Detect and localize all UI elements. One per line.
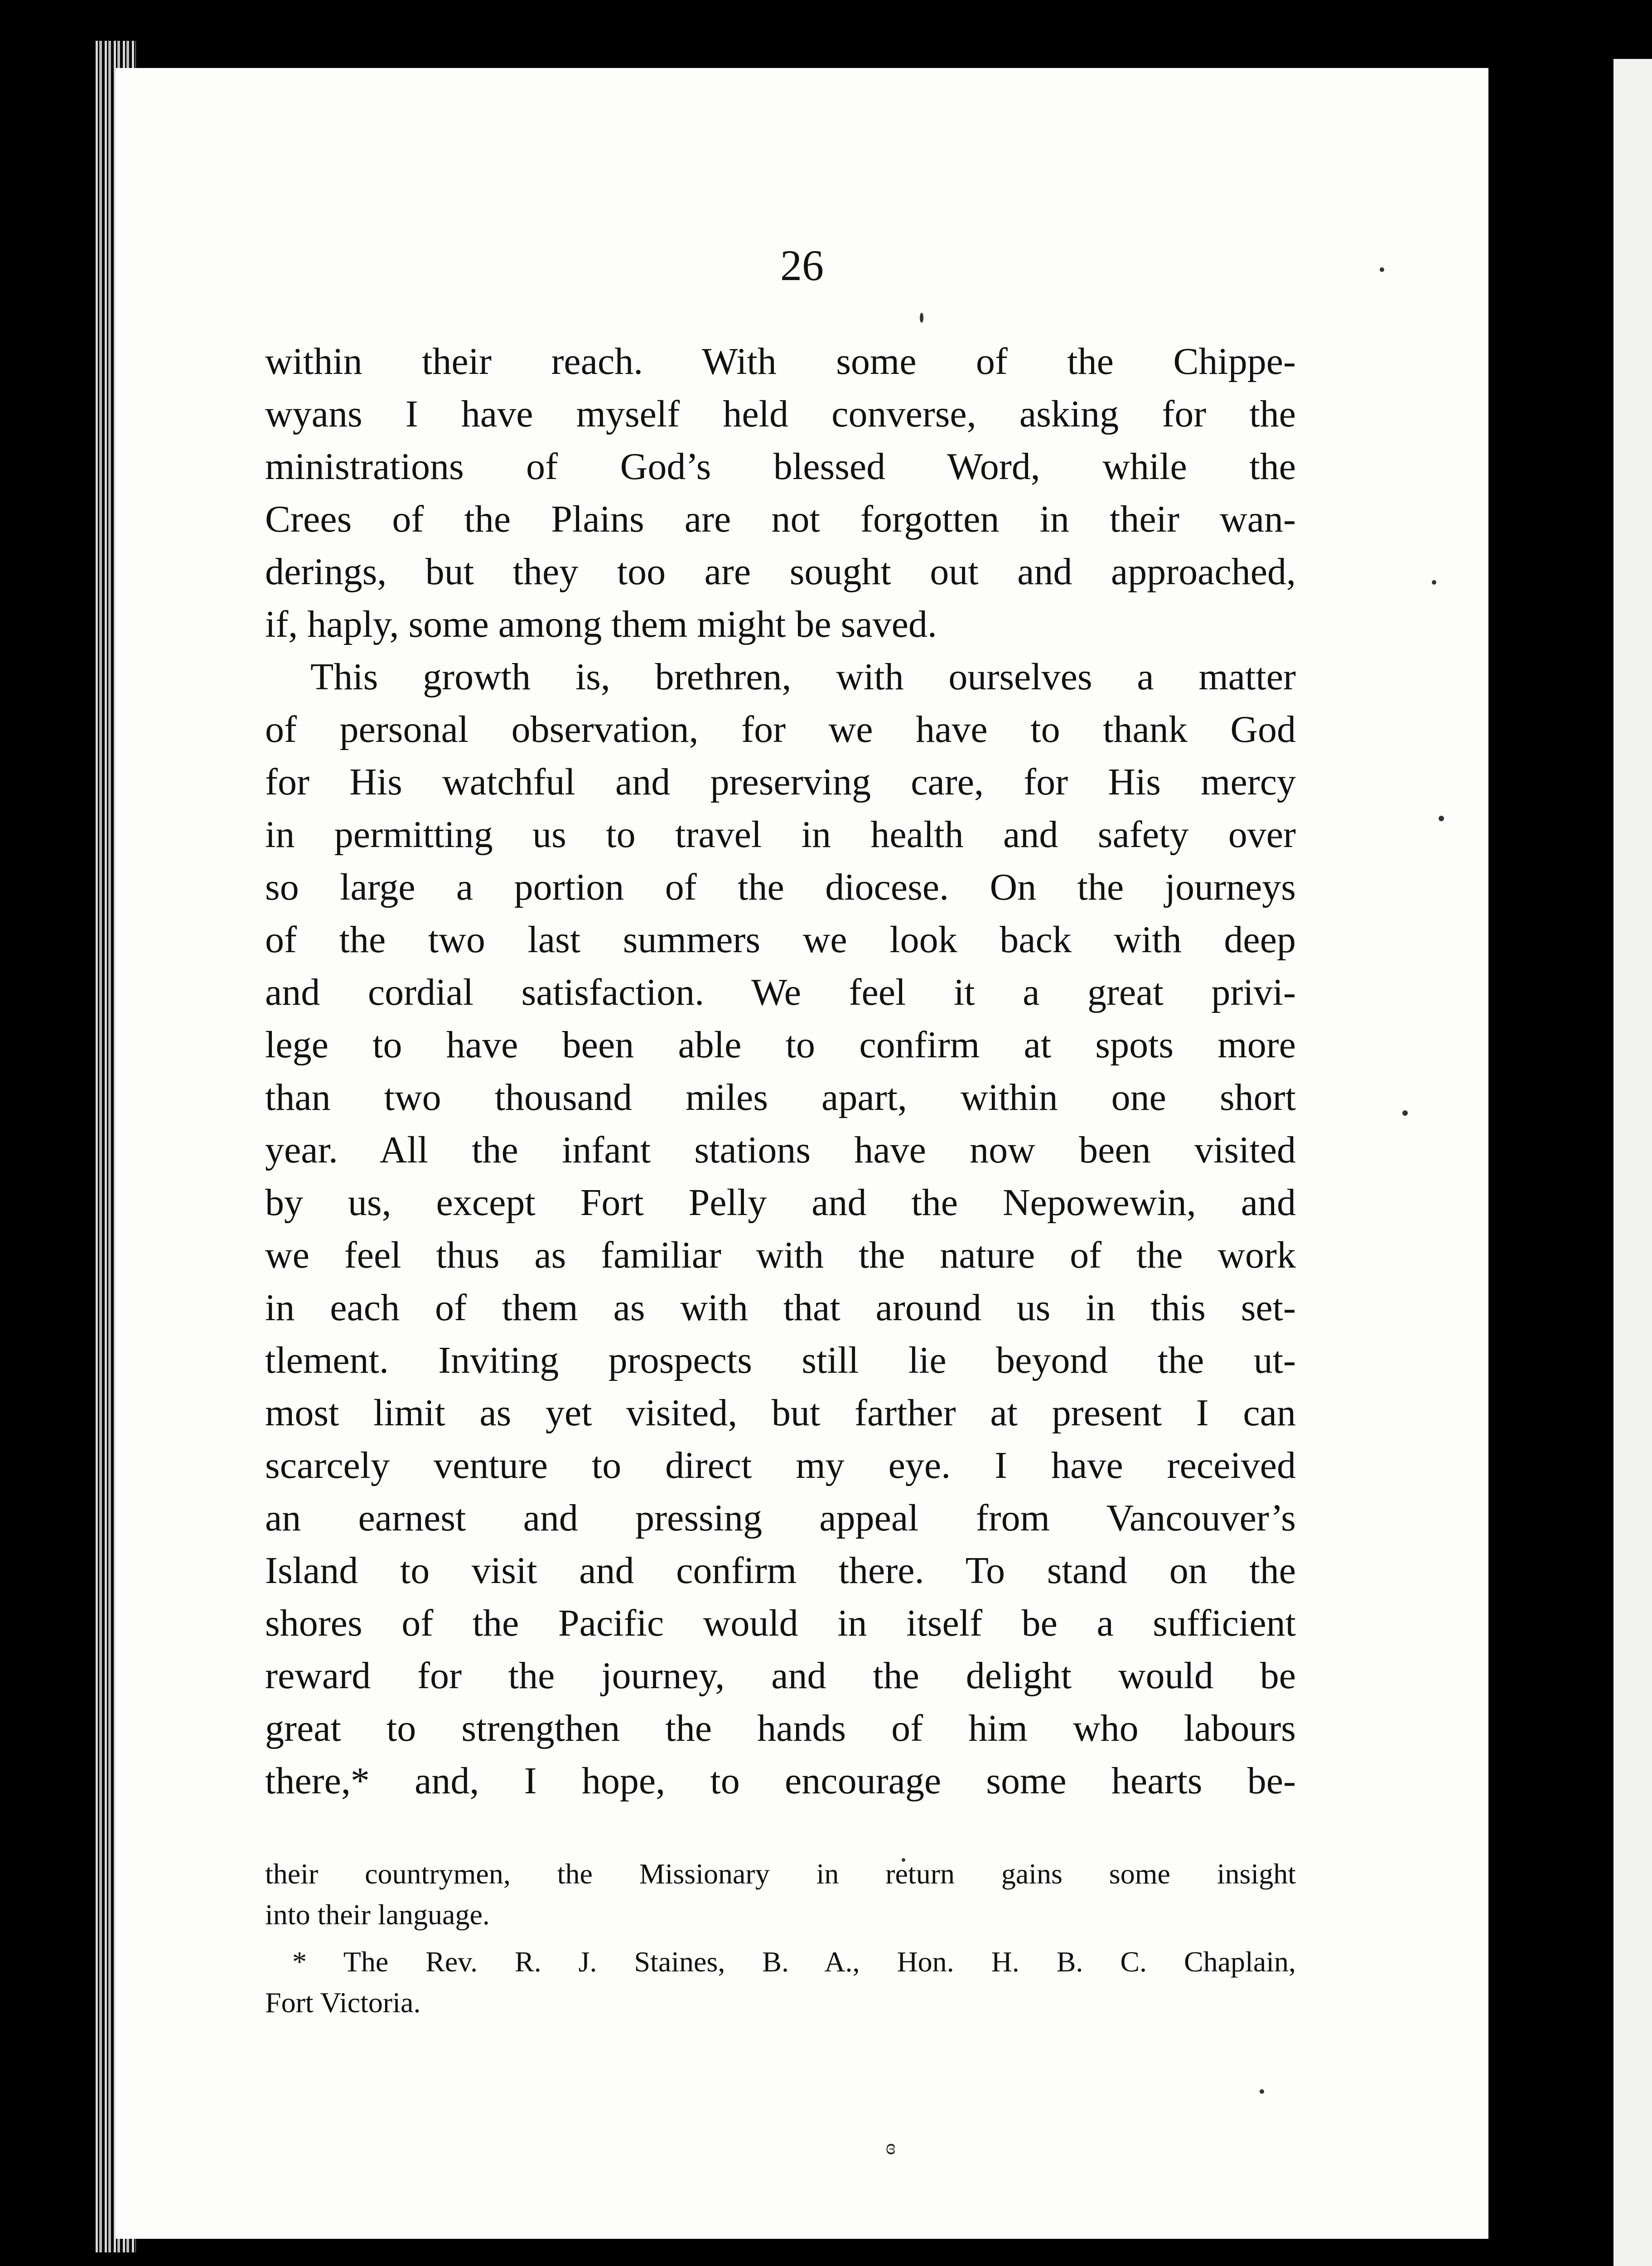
text-line: of personal observation, for we have to thank God [265, 708, 1296, 750]
text-line: in each of them as with that around us in this set- [265, 1287, 1296, 1329]
text-line: tlement. Inviting prospects still lie beyond the ut- [265, 1339, 1296, 1381]
text-line: of the two last summers we look back with deep [265, 919, 1296, 961]
text-line: most limit as yet visited, but farther at present I can [265, 1392, 1296, 1434]
text-line: wyans I have myself held converse, asking for the [265, 393, 1296, 435]
text-line: This growth is, brethren, with ourselves a matter [310, 656, 1296, 698]
footnotes [265, 1854, 1296, 2023]
speck [1439, 816, 1444, 821]
text-line: lege to have been able to confirm at spots more [265, 1024, 1296, 1066]
body-text [265, 335, 1296, 1807]
text-line: we feel thus as familiar with the nature of the work [265, 1234, 1296, 1276]
footnote-line: into their language. [265, 1898, 490, 1931]
footnote-line: Fort Victoria. [265, 1986, 421, 2019]
text-line: shores of the Pacific would in itself be a sufficient [265, 1602, 1296, 1644]
speck [1432, 580, 1436, 585]
page-number: 26 [780, 241, 824, 290]
speck [920, 313, 923, 323]
text-line: derings, but they too are sought out and approached, [265, 551, 1296, 593]
text-line: Crees of the Plains are not forgotten in their wan- [265, 498, 1296, 540]
signature-mark: ɞ [886, 2135, 896, 2159]
text-line: than two thousand miles apart, within one short [265, 1076, 1296, 1118]
text-line: there,* and, I hope, to encourage some hearts be- [265, 1760, 1296, 1802]
text-line: so large a portion of the diocese. On the journeys [265, 866, 1296, 908]
text-line: Island to visit and confirm there. To stand on the [265, 1549, 1296, 1592]
text-line: an earnest and pressing appeal from Vancouver’s [265, 1497, 1296, 1539]
text-line: ministrations of God’s blessed Word, while the [265, 445, 1296, 488]
text-line: reward for the journey, and the delight would be [265, 1655, 1296, 1697]
speck [1402, 1110, 1408, 1116]
text-line: great to strengthen the hands of him who labours [265, 1707, 1296, 1749]
speck [1260, 2089, 1264, 2094]
text-line: in permitting us to travel in health and safety over [265, 813, 1296, 856]
speck [1380, 267, 1384, 272]
text-line: if, haply, some among them might be saved. [265, 603, 937, 645]
text-line: by us, except Fort Pelly and the Nepowewin, and [265, 1181, 1296, 1224]
text-line: for His watchful and preserving care, for His mercy [265, 761, 1296, 803]
book-page [116, 68, 1488, 2239]
facing-page-edge [1609, 59, 1652, 2266]
text-line: year. All the infant stations have now been visited [265, 1129, 1296, 1171]
footnote-line: their countrymen, the Missionary in return gains some insight [265, 1858, 1296, 1890]
text-line: scarcely venture to direct my eye. I have received [265, 1444, 1296, 1486]
text-line: and cordial satisfaction. We feel it a great privi- [265, 971, 1296, 1013]
text-line: within their reach. With some of the Chippe- [265, 340, 1296, 383]
footnote-line: * The Rev. R. J. Staines, B. A., Hon. H. B. C. Chaplain, [292, 1946, 1296, 1978]
